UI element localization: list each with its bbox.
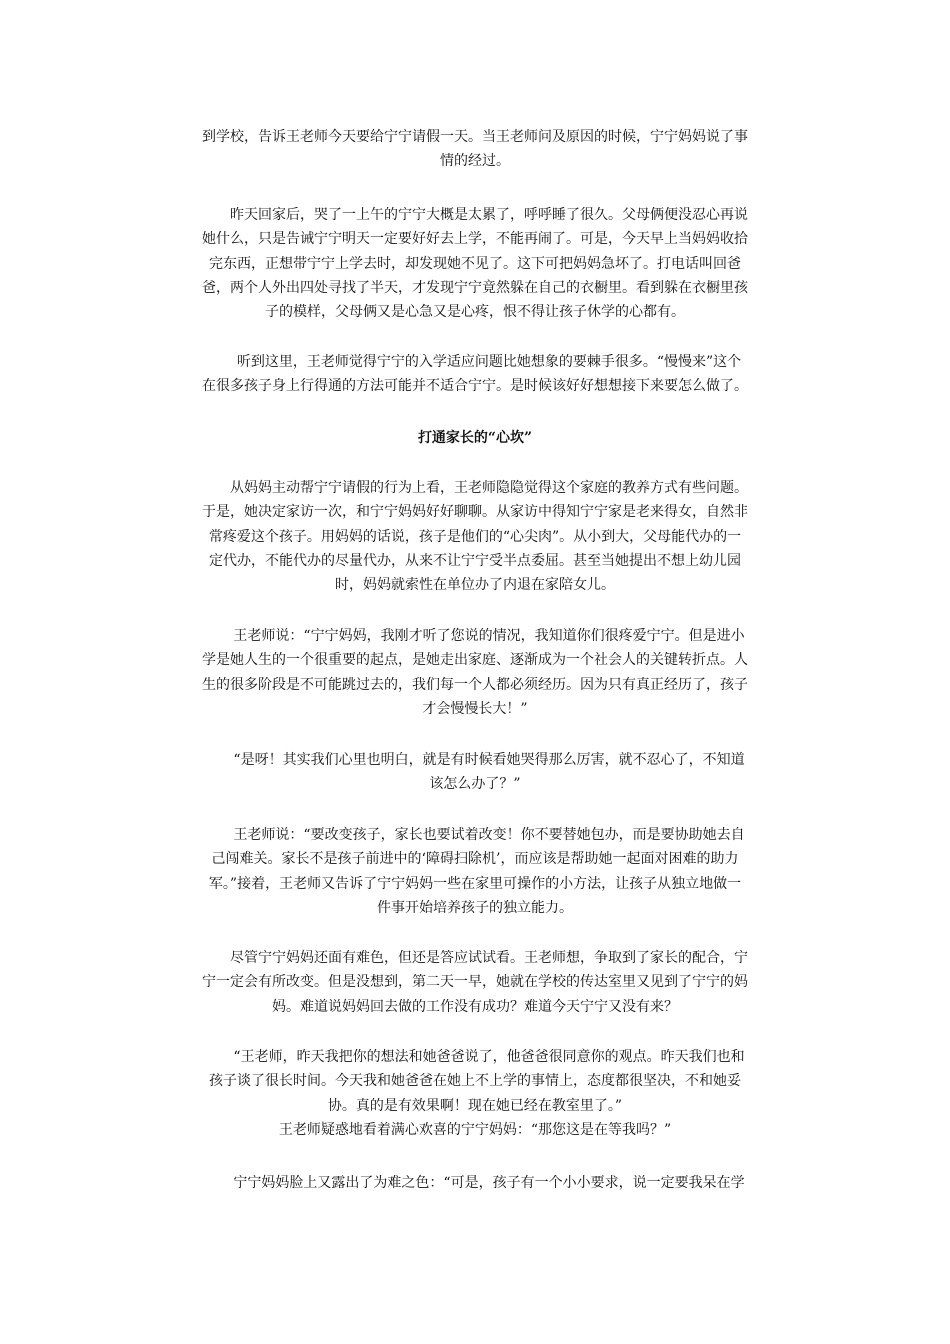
text-line: 生的很多阶段是不可能跳过去的，我们每一个人都必须经历。因为只有真正经历了，孩子 bbox=[202, 676, 748, 693]
text-line: 情的经过。 bbox=[440, 153, 510, 170]
text-line: 妈。难道说妈妈回去做的工作没有成功？难道今天宁宁又没有来？ bbox=[272, 998, 678, 1015]
text-line: “王老师，昨天我把你的想法和她爸爸说了，他爸爸很同意你的观点。昨天我们也和 bbox=[205, 1049, 745, 1065]
paragraph-hiding-in-wardrobe bbox=[192, 203, 758, 324]
text-line: 己闯难关。家长不是孩子前进中的‘障碍扫除机’，而应该是帮助她一起面对困难的助力 bbox=[211, 851, 739, 868]
paragraph-leave-request bbox=[192, 125, 758, 174]
text-line: 她什么，只是告诫宁宁明天一定要好好去上学，不能再闹了。可是，今天早上当妈妈收拾 bbox=[202, 231, 748, 248]
text-line: 常疼爱这个孩子。用妈妈的话说，孩子是他们的“心尖肉”。从小到大，父母能代办的一 bbox=[208, 528, 742, 545]
text-line: 该怎么办了？” bbox=[429, 776, 521, 793]
text-line: 孩子谈了很长时间。今天我和她爸爸在她上不上学的事情上，态度都很坚决，不和她妥 bbox=[209, 1073, 741, 1090]
text-line: 王老师说：“宁宁妈妈，我刚才听了您说的情况，我知道你们很疼爱宁宁。但是进小 bbox=[205, 628, 745, 644]
text-line: 定代办，不能代办的尽量代办，从来不让宁宁受半点委屈。甚至当她提出不想上幼儿园 bbox=[209, 552, 741, 569]
text-line: 昨天回家后，哭了一上午的宁宁大概是太累了，呼呼睡了很久。父母俩便没忍心再说 bbox=[202, 207, 748, 223]
text-line: 军。”接着，王老师又告诉了宁宁妈妈一些在家里可操作的小方法，让孩子从独立地做一 bbox=[208, 875, 742, 892]
text-line: 尽管宁宁妈妈还面有难色，但还是答应试试看。王老师想，争取到了家长的配合，宁 bbox=[202, 950, 748, 966]
text-line: 从妈妈主动帮宁宁请假的行为上看，王老师隐隐觉得这个家庭的教养方式有些问题。 bbox=[202, 480, 748, 496]
paragraph-teacher-speech-2 bbox=[192, 823, 758, 920]
text-line: 完东西，正想带宁宁上学去时，却发现她不见了。这下可把妈妈急坏了。打电话叫回爸 bbox=[209, 255, 741, 272]
text-line: 王老师说：“要改变孩子，家长也要试着改变！你不要替她包办，而是要协助她去自 bbox=[205, 827, 745, 843]
text-line: 协。真的是有效果啊！现在她已经在教室里了。” bbox=[327, 1097, 623, 1114]
text-line: 听到这里，王老师觉得宁宁的入学适应问题比她想象的要棘手很多。“慢慢来”这个 bbox=[208, 354, 742, 370]
text-line: 学是她人生的一个很重要的起点，是她走出家庭、逐渐成为一个社会人的关键转折点。人 bbox=[202, 652, 748, 669]
section-heading: 打通家长的“心坎” bbox=[417, 430, 533, 446]
text-line: 在很多孩子身上行得通的方法可能并不适合宁宁。是时候该好好想想接下来要怎么做了。 bbox=[202, 378, 748, 395]
text-line: 才会慢慢长大！” bbox=[422, 700, 528, 717]
paragraph-home-visit bbox=[192, 476, 758, 597]
paragraph-next-morning bbox=[192, 946, 758, 1019]
paragraph-teacher-reflection bbox=[192, 350, 758, 399]
paragraph-mother-news bbox=[192, 1045, 758, 1142]
paragraph-mother-request bbox=[192, 1171, 758, 1195]
text-line: 王老师疑惑地看着满心欢喜的宁宁妈妈：“那您这是在等我吗？” bbox=[278, 1121, 672, 1138]
text-line: 宁宁妈妈脸上又露出了为难之色：“可是，孩子有一个小小要求，说一定要我呆在学 bbox=[205, 1175, 745, 1191]
text-line: 到学校，告诉王老师今天要给宁宁请假一天。当王老师问及原因的时候，宁宁妈妈说了事 bbox=[202, 129, 748, 145]
paragraph-mother-reply bbox=[192, 748, 758, 797]
text-line: 件事开始培养孩子的独立能力。 bbox=[377, 899, 573, 916]
text-line: 子的模样，父母俩又是心急又是心疼，恨不得让孩子休学的心都有。 bbox=[265, 304, 685, 321]
paragraph-teacher-speech-1 bbox=[192, 624, 758, 721]
text-line: 时，妈妈就索性在单位办了内退在家陪女儿。 bbox=[335, 577, 615, 594]
text-line: 于是，她决定家访一次，和宁宁妈妈好好聊聊。从家访中得知宁宁家是老来得女，自然非 bbox=[202, 504, 748, 521]
text-line: “是呀！其实我们心里也明白，就是有时候看她哭得那么厉害，就不忍心了，不知道 bbox=[205, 752, 745, 768]
text-line: 宁一定会有所改变。但是没想到，第二天一早，她就在学校的传达室里又见到了宁宁的妈 bbox=[202, 974, 748, 991]
text-line: 爸，两个人外出四处寻找了半天，才发现宁宁竟然躲在自己的衣橱里。看到躲在衣橱里孩 bbox=[202, 279, 748, 296]
